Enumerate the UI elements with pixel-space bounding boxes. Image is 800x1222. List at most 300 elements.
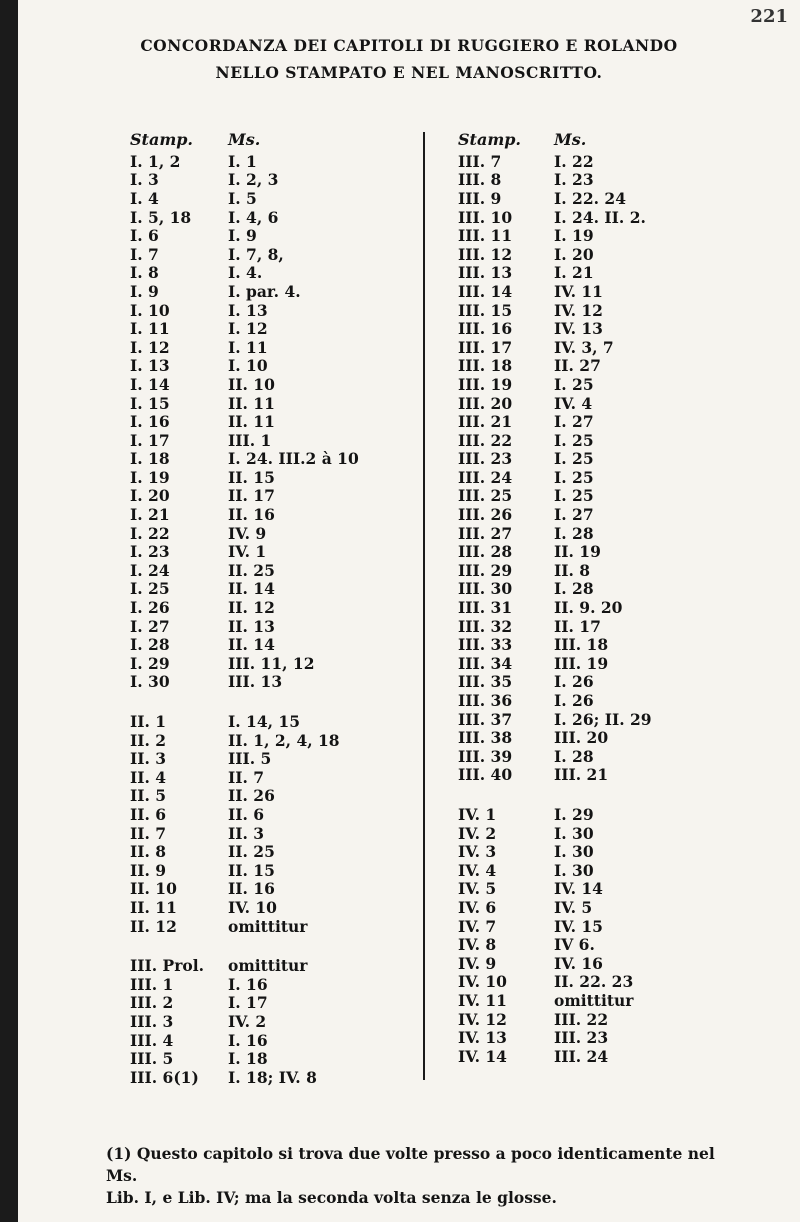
table-row xyxy=(130,338,410,357)
table-row xyxy=(458,728,778,747)
ms-cell: I. 25 xyxy=(554,486,594,506)
stamp-cell: III. 27 xyxy=(458,523,513,543)
stamp-cell: I. 5, 18 xyxy=(130,207,192,227)
ms-cell: I. 29 xyxy=(554,804,594,824)
stamp-cell: III. 32 xyxy=(458,616,513,636)
table-row xyxy=(458,264,778,283)
ms-cell: IV. 1 xyxy=(228,542,267,562)
table-row xyxy=(130,208,410,227)
stamp-cell: I. 8 xyxy=(130,263,159,283)
stamp-cell: I. 3 xyxy=(130,170,159,190)
stamp-cell: IV. 5 xyxy=(458,879,497,899)
stamp-cell: III. 14 xyxy=(458,281,513,301)
left-header-row xyxy=(130,130,410,152)
book-3-prol-rows xyxy=(130,956,410,1086)
table-row xyxy=(458,394,778,413)
ms-cell: I. 16 xyxy=(228,1030,268,1050)
table-row xyxy=(130,861,410,880)
stamp-cell: I. 6 xyxy=(130,226,159,246)
table-row xyxy=(458,617,778,636)
stamp-cell: III. 10 xyxy=(458,207,513,227)
stamp-cell: III. 30 xyxy=(458,579,513,599)
ms-cell: II. 19 xyxy=(554,542,601,562)
ms-cell: IV 6. xyxy=(554,935,595,955)
stamp-cell: III. Prol. xyxy=(130,956,204,976)
table-row xyxy=(458,468,778,487)
stamp-cell: II. 8 xyxy=(130,842,167,862)
stamp-cell: III. 7 xyxy=(458,151,502,171)
table-row xyxy=(130,450,410,469)
ms-cell: I. 28 xyxy=(554,746,594,766)
table-row xyxy=(130,505,410,524)
table-row xyxy=(458,226,778,245)
table-row xyxy=(458,1047,778,1066)
stamp-cell: II. 12 xyxy=(130,916,177,936)
table-row xyxy=(458,245,778,264)
stamp-cell: II. 3 xyxy=(130,749,167,769)
ms-cell: II. 1, 2, 4, 18 xyxy=(228,730,340,750)
table-row xyxy=(458,673,778,692)
table-row xyxy=(458,654,778,673)
page-title: CONCORDANZA DEI CAPITOLI DI RUGGIERO E ROLANDO xyxy=(140,36,678,55)
table-row xyxy=(130,1068,410,1087)
table-row xyxy=(458,710,778,729)
ms-cell: I. 4, 6 xyxy=(228,207,279,227)
table-row xyxy=(130,749,410,768)
stamp-cell: I. 7 xyxy=(130,244,159,264)
stamp-cell: III. 39 xyxy=(458,746,513,766)
ms-cell: I. 26 xyxy=(554,691,594,711)
stamp-cell: IV. 1 xyxy=(458,804,497,824)
ms-cell: II. 12 xyxy=(228,598,275,618)
footnote-line-2: Lib. I, e Lib. IV; ma la seconda volta senza le glosse. xyxy=(106,1188,557,1207)
stamp-cell: III. 26 xyxy=(458,505,513,525)
ms-cell: II. 17 xyxy=(554,616,601,636)
ms-cell: II. 15 xyxy=(228,860,275,880)
ms-cell: IV. 15 xyxy=(554,916,603,936)
stamp-cell: II. 11 xyxy=(130,897,177,917)
ms-cell: IV. 3, 7 xyxy=(554,337,614,357)
stamp-cell: I. 25 xyxy=(130,579,170,599)
ms-cell: IV. 4 xyxy=(554,393,593,413)
table-row xyxy=(130,880,410,899)
stamp-cell: IV. 9 xyxy=(458,953,497,973)
stamp-cell: I. 13 xyxy=(130,356,170,376)
stamp-cell: IV. 11 xyxy=(458,990,507,1010)
table-row xyxy=(458,208,778,227)
stamp-cell: IV. 6 xyxy=(458,897,497,917)
ms-cell: I. 30 xyxy=(554,860,594,880)
table-row xyxy=(130,431,410,450)
stamp-cell: III. 21 xyxy=(458,412,513,432)
stamp-cell: IV. 8 xyxy=(458,935,497,955)
ms-cell: I. 14, 15 xyxy=(228,712,300,732)
ms-cell: II. 16 xyxy=(228,505,275,525)
stamp-header: Stamp. xyxy=(130,130,193,149)
stamp-cell: III. 18 xyxy=(458,356,513,376)
stamp-cell: I. 27 xyxy=(130,616,170,636)
table-row xyxy=(458,861,778,880)
stamp-cell: III. 16 xyxy=(458,319,513,339)
ms-cell: III. 24 xyxy=(554,1046,609,1066)
stamp-cell: I. 29 xyxy=(130,653,170,673)
ms-cell: II. 3 xyxy=(228,823,265,843)
table-row xyxy=(458,357,778,376)
table-row xyxy=(130,171,410,190)
table-row xyxy=(458,375,778,394)
stamp-cell: I. 14 xyxy=(130,374,170,394)
ms-cell: I. 26 xyxy=(554,672,594,692)
stamp-cell: III. 23 xyxy=(458,449,513,469)
ms-cell: I. 25 xyxy=(554,374,594,394)
ms-cell: IV. 9 xyxy=(228,523,267,543)
stamp-cell: III. 28 xyxy=(458,542,513,562)
ms-cell: II. 27 xyxy=(554,356,601,376)
ms-cell: I. 18 xyxy=(228,1049,268,1069)
table-row xyxy=(130,994,410,1013)
stamp-cell: II. 1 xyxy=(130,712,167,732)
ms-cell: III. 5 xyxy=(228,749,272,769)
ms-cell: I. 27 xyxy=(554,505,594,525)
table-row xyxy=(458,691,778,710)
ms-cell: I. 24. III.2 à 10 xyxy=(228,449,359,469)
footnote-line-1: (1) Questo capitolo si trova due volte presso a poco identicamente nel Ms. xyxy=(106,1144,715,1185)
ms-cell: II. 11 xyxy=(228,412,275,432)
table-row xyxy=(130,561,410,580)
table-row xyxy=(130,1049,410,1068)
ms-cell: I. 25 xyxy=(554,467,594,487)
ms-cell: I. 12 xyxy=(228,319,268,339)
stamp-cell: III. 31 xyxy=(458,598,513,618)
table-row xyxy=(130,394,410,413)
ms-cell: I. 22. 24 xyxy=(554,188,626,208)
stamp-cell: III. 15 xyxy=(458,300,513,320)
table-row xyxy=(130,1012,410,1031)
stamp-cell: I. 1, 2 xyxy=(130,151,181,171)
stamp-cell: II. 10 xyxy=(130,879,177,899)
stamp-cell: III. 37 xyxy=(458,709,513,729)
stamp-cell: III. 9 xyxy=(458,188,502,208)
table-row xyxy=(458,842,778,861)
book-page xyxy=(18,0,800,1222)
table-row xyxy=(130,768,410,787)
table-row xyxy=(458,561,778,580)
table-row xyxy=(458,189,778,208)
table-row xyxy=(130,635,410,654)
ms-cell: IV. 13 xyxy=(554,319,603,339)
table-row xyxy=(458,1010,778,1029)
ms-cell: I. 26; II. 29 xyxy=(554,709,652,729)
ms-cell: IV. 5 xyxy=(554,897,593,917)
ms-cell: I. 19 xyxy=(554,226,594,246)
table-row xyxy=(130,375,410,394)
table-row xyxy=(130,226,410,245)
table-row xyxy=(130,189,410,208)
ms-cell: III. 23 xyxy=(554,1028,609,1048)
ms-cell: III. 22 xyxy=(554,1009,609,1029)
table-row xyxy=(458,805,778,824)
stamp-cell: III. 2 xyxy=(130,993,174,1013)
table-row xyxy=(130,898,410,917)
stamp-cell: III. 20 xyxy=(458,393,513,413)
stamp-cell: IV. 3 xyxy=(458,842,497,862)
stamp-cell: III. 4 xyxy=(130,1030,174,1050)
ms-cell: I. 7, 8, xyxy=(228,244,284,264)
stamp-cell: I. 18 xyxy=(130,449,170,469)
ms-cell: I. 16 xyxy=(228,974,268,994)
stamp-cell: IV. 12 xyxy=(458,1009,507,1029)
ms-header: Ms. xyxy=(554,130,587,149)
ms-cell: II. 8 xyxy=(554,560,591,580)
ms-cell: I. 22 xyxy=(554,151,594,171)
stamp-cell: III. 33 xyxy=(458,635,513,655)
stamp-cell: III. 25 xyxy=(458,486,513,506)
ms-cell: IV. 14 xyxy=(554,879,603,899)
right-header-row xyxy=(458,130,778,152)
table-row xyxy=(458,542,778,561)
table-row xyxy=(130,917,410,936)
stamp-cell: II. 2 xyxy=(130,730,167,750)
table-row xyxy=(130,412,410,431)
ms-cell: II. 14 xyxy=(228,579,275,599)
stamp-cell: III. 5 xyxy=(130,1049,174,1069)
table-row xyxy=(130,956,410,975)
ms-cell: I. 20 xyxy=(554,244,594,264)
ms-cell: I. 11 xyxy=(228,337,268,357)
book-2-rows xyxy=(130,712,410,935)
ms-cell: II. 11 xyxy=(228,393,275,413)
ms-cell: III. 20 xyxy=(554,728,609,748)
table-row xyxy=(458,505,778,524)
table-row xyxy=(458,898,778,917)
stamp-cell: III. 8 xyxy=(458,170,502,190)
stamp-cell: I. 23 xyxy=(130,542,170,562)
table-row xyxy=(458,598,778,617)
table-row xyxy=(130,319,410,338)
table-row xyxy=(458,450,778,469)
stamp-cell: II. 9 xyxy=(130,860,167,880)
table-row xyxy=(130,524,410,543)
table-row xyxy=(130,301,410,320)
table-row xyxy=(130,975,410,994)
ms-cell: III. 11, 12 xyxy=(228,653,315,673)
ms-cell: II. 16 xyxy=(228,879,275,899)
ms-cell: II. 15 xyxy=(228,467,275,487)
stamp-cell: III. 22 xyxy=(458,430,513,450)
table-row xyxy=(130,542,410,561)
stamp-cell: IV. 7 xyxy=(458,916,497,936)
stamp-cell: IV. 2 xyxy=(458,823,497,843)
stamp-cell: I. 26 xyxy=(130,598,170,618)
stamp-cell: III. 34 xyxy=(458,653,513,673)
ms-cell: I. 4. xyxy=(228,263,263,283)
stamp-cell: III. 17 xyxy=(458,337,513,357)
table-row xyxy=(130,468,410,487)
table-row xyxy=(458,917,778,936)
column-divider xyxy=(423,132,425,1080)
ms-cell: II. 6 xyxy=(228,804,265,824)
table-row xyxy=(458,301,778,320)
stamp-cell: I. 30 xyxy=(130,672,170,692)
ms-cell: III. 1 xyxy=(228,430,272,450)
left-concordance-table xyxy=(130,130,410,1087)
stamp-cell: III. 29 xyxy=(458,560,513,580)
ms-cell: II. 7 xyxy=(228,767,265,787)
table-row xyxy=(458,580,778,599)
ms-cell: II. 13 xyxy=(228,616,275,636)
ms-cell: I. 18; IV. 8 xyxy=(228,1067,317,1087)
stamp-cell: IV. 13 xyxy=(458,1028,507,1048)
table-row xyxy=(458,319,778,338)
table-row xyxy=(458,1028,778,1047)
table-row xyxy=(130,731,410,750)
stamp-cell: III. 12 xyxy=(458,244,513,264)
ms-cell: II. 10 xyxy=(228,374,275,394)
page-subtitle: NELLO STAMPATO E NEL MANOSCRITTO. xyxy=(215,63,603,82)
ms-cell: III. 13 xyxy=(228,672,283,692)
stamp-cell: I. 22 xyxy=(130,523,170,543)
ms-cell: II. 14 xyxy=(228,635,275,655)
table-row xyxy=(130,1031,410,1050)
table-row xyxy=(130,787,410,806)
ms-cell: I. 30 xyxy=(554,842,594,862)
ms-cell: I. 13 xyxy=(228,300,268,320)
ms-cell: I. 5 xyxy=(228,188,257,208)
page-number: 221 xyxy=(750,6,788,27)
table-row xyxy=(458,338,778,357)
table-row xyxy=(130,712,410,731)
ms-cell: I. 10 xyxy=(228,356,268,376)
table-row xyxy=(130,357,410,376)
table-row xyxy=(458,935,778,954)
stamp-cell: III. 35 xyxy=(458,672,513,692)
ms-cell: I. 28 xyxy=(554,579,594,599)
table-row xyxy=(458,747,778,766)
ms-cell: I. 25 xyxy=(554,430,594,450)
table-row xyxy=(130,264,410,283)
stamp-cell: I. 28 xyxy=(130,635,170,655)
ms-cell: I. 28 xyxy=(554,523,594,543)
ms-cell: omittitur xyxy=(554,990,634,1010)
ms-cell: IV. 11 xyxy=(554,281,603,301)
stamp-cell: III. 24 xyxy=(458,467,513,487)
stamp-cell: III. 40 xyxy=(458,765,513,785)
book-1-rows xyxy=(130,152,410,691)
ms-cell: I. 23 xyxy=(554,170,594,190)
ms-cell: I. 27 xyxy=(554,412,594,432)
table-row xyxy=(458,487,778,506)
stamp-cell: I. 9 xyxy=(130,281,159,301)
stamp-cell: I. 4 xyxy=(130,188,159,208)
table-row xyxy=(130,598,410,617)
table-row xyxy=(458,880,778,899)
table-row xyxy=(458,524,778,543)
table-row xyxy=(458,431,778,450)
ms-cell: I. 24. II. 2. xyxy=(554,207,646,227)
right-concordance-table xyxy=(458,130,778,1066)
stamp-cell: I. 19 xyxy=(130,467,170,487)
stamp-header: Stamp. xyxy=(458,130,521,149)
stamp-cell: IV. 14 xyxy=(458,1046,507,1066)
table-row xyxy=(458,991,778,1010)
ms-cell: III. 19 xyxy=(554,653,609,673)
stamp-cell: III. 19 xyxy=(458,374,513,394)
table-row xyxy=(130,152,410,171)
stamp-cell: I. 16 xyxy=(130,412,170,432)
stamp-cell: I. 24 xyxy=(130,560,170,580)
table-row xyxy=(130,673,410,692)
ms-cell: I. 2, 3 xyxy=(228,170,279,190)
ms-cell: IV. 2 xyxy=(228,1011,267,1031)
table-row xyxy=(458,824,778,843)
table-row xyxy=(130,282,410,301)
table-row xyxy=(458,954,778,973)
stamp-cell: I. 21 xyxy=(130,505,170,525)
stamp-cell: II. 5 xyxy=(130,786,167,806)
stamp-cell: I. 20 xyxy=(130,486,170,506)
table-row xyxy=(458,282,778,301)
ms-cell: II. 22. 23 xyxy=(554,972,634,992)
stamp-cell: III. 11 xyxy=(458,226,513,246)
stamp-cell: III. 1 xyxy=(130,974,174,994)
stamp-cell: II. 4 xyxy=(130,767,167,787)
ms-cell: II. 9. 20 xyxy=(554,598,623,618)
stamp-cell: III. 38 xyxy=(458,728,513,748)
ms-cell: I. 1 xyxy=(228,151,257,171)
stamp-cell: III. 6(1) xyxy=(130,1067,199,1087)
ms-cell: II. 26 xyxy=(228,786,275,806)
table-row xyxy=(458,766,778,785)
ms-cell: II. 17 xyxy=(228,486,275,506)
table-row xyxy=(130,580,410,599)
table-row xyxy=(130,245,410,264)
ms-cell: IV. 12 xyxy=(554,300,603,320)
stamp-cell: I. 15 xyxy=(130,393,170,413)
ms-cell: I. 25 xyxy=(554,449,594,469)
stamp-cell: II. 7 xyxy=(130,823,167,843)
table-row xyxy=(458,635,778,654)
table-row xyxy=(458,171,778,190)
footnote xyxy=(106,1143,746,1209)
stamp-cell: II. 6 xyxy=(130,804,167,824)
book-3-rows xyxy=(458,152,778,784)
ms-cell: IV. 10 xyxy=(228,897,277,917)
ms-cell: I. 17 xyxy=(228,993,268,1013)
table-row xyxy=(130,805,410,824)
stamp-cell: I. 11 xyxy=(130,319,170,339)
ms-cell: IV. 16 xyxy=(554,953,603,973)
table-row xyxy=(458,152,778,171)
stamp-cell: IV. 4 xyxy=(458,860,497,880)
stamp-cell: III. 36 xyxy=(458,691,513,711)
stamp-cell: I. 10 xyxy=(130,300,170,320)
stamp-cell: I. 17 xyxy=(130,430,170,450)
ms-cell: II. 25 xyxy=(228,560,275,580)
stamp-cell: III. 13 xyxy=(458,263,513,283)
table-row xyxy=(130,617,410,636)
ms-cell: omittitur xyxy=(228,916,308,936)
ms-cell: I. 9 xyxy=(228,226,257,246)
book-4-rows xyxy=(458,805,778,1065)
ms-cell: III. 18 xyxy=(554,635,609,655)
ms-cell: II. 25 xyxy=(228,842,275,862)
table-row xyxy=(130,487,410,506)
ms-cell: I. 30 xyxy=(554,823,594,843)
stamp-cell: I. 12 xyxy=(130,337,170,357)
stamp-cell: IV. 10 xyxy=(458,972,507,992)
table-row xyxy=(130,824,410,843)
table-row xyxy=(130,654,410,673)
